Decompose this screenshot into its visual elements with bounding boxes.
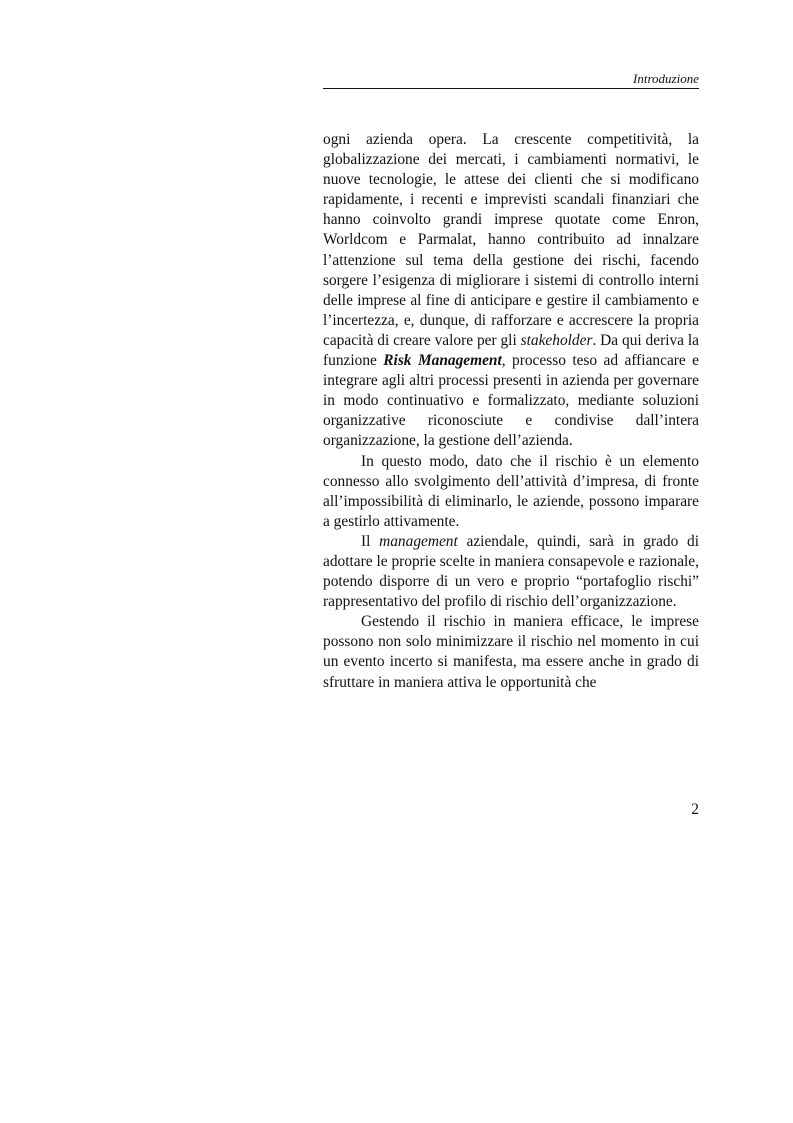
paragraph-2: In questo modo, dato che il rischio è un elemento connesso allo svolgimento dell’attività d’impresa, di fronte all’impossibilità di eliminarlo, le aziende, possono imparare a gestirlo attivamente. (323, 452, 699, 530)
paragraph-3-text-a: Il (361, 532, 380, 550)
running-header-title: Introduzione (633, 71, 699, 86)
running-header (323, 72, 699, 89)
body-text (323, 130, 699, 693)
paragraph-1-italic-term: stakeholder (520, 331, 593, 349)
page-number: 2 (691, 801, 699, 818)
paragraph-3-text-b: aziendale, quindi, sarà in grado di adottare le proprie scelte in maniera consapevole e razionale, potendo disporre di un vero e proprio “portafoglio rischi” rappresentativo del profilo di rischio dell’organizzazione. (323, 532, 699, 611)
paragraph-1-text-a: ogni azienda opera. La crescente competitività, la globalizzazione dei mercati, i cambiamenti normativi, le nuove tecnologie, le attese dei clienti che si modificano rapidamente, i recenti e imprevisti scandali finanziari che hanno coinvolto grandi imprese quotate come Enron, Worldcom e Parmalat, hanno contribuito ad innalzare l’attenzione sul tema della gestione dei rischi, facendo sorgere l’esigenza di migliorare i sistemi di controllo interni delle imprese al fine di anticipare e gestire il cambiamento e l’incertezza, e, dunque, di rafforzare e accrescere la propria capacità di creare valore per gli (323, 131, 699, 349)
paragraph-1 (323, 130, 699, 452)
paragraph-1-bold-term: Risk Management (383, 352, 502, 370)
paragraph-4: Gestendo il rischio in maniera efficace, le imprese possono non solo minimizzare il rischio nel momento in cui un evento incerto si manifesta, ma essere anche in grado di sfruttare in maniera attiva le opportunità che (323, 613, 699, 691)
paragraph-3 (323, 532, 699, 612)
paragraph-1-text-c: , processo teso ad affiancare e integrare agli altri processi presenti in azienda per governare in modo continuativo e formalizzato, mediante soluzioni organizzative riconosciute e condivise dall’intera organizzazione, la gestione dell’azienda. (323, 352, 699, 450)
paragraph-3-italic-term: management (379, 532, 458, 550)
paragraph-1-text-b: . Da qui deriva la funzione (323, 331, 699, 370)
